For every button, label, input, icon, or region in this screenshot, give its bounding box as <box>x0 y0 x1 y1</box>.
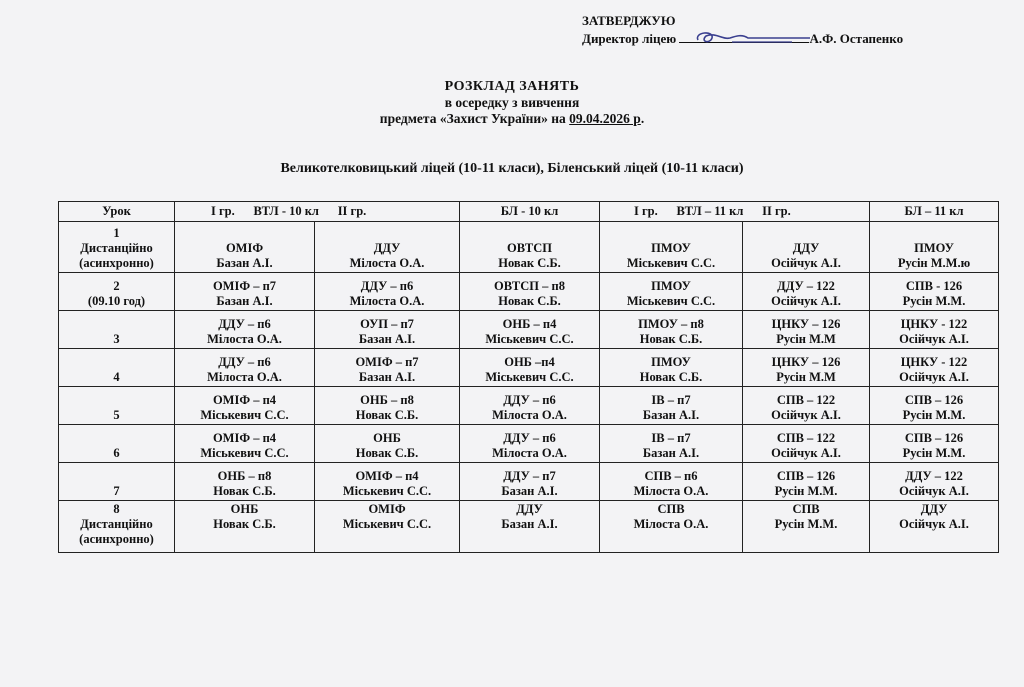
subject-text: СПВ <box>657 502 685 516</box>
subject-text: СПВ - 126 <box>905 279 963 293</box>
subject-text: ДДУ <box>373 241 401 255</box>
subject-text: СПВ – 126 <box>904 393 964 407</box>
teacher-text: Новак С.Б. <box>639 332 703 346</box>
lesson-text: 1 <box>113 226 120 240</box>
subject-text: ПМОУ <box>651 355 691 369</box>
lesson-text: (асинхронно) <box>79 532 154 546</box>
table-row <box>59 463 999 501</box>
schedule-cell <box>743 463 870 501</box>
handwritten-signature <box>692 26 812 48</box>
table-row <box>59 222 999 273</box>
schedule-cell <box>743 273 870 311</box>
schedule-table <box>58 201 999 553</box>
schedule-cell <box>870 222 999 273</box>
schedule-cell <box>870 425 999 463</box>
subject-text: ОУП – п7 <box>360 317 414 331</box>
schedule-cell <box>870 501 999 553</box>
table-row <box>59 273 999 311</box>
subject-text: ОНБ – п8 <box>217 469 272 483</box>
director-position: Директор ліцею <box>582 31 677 46</box>
schedule-cell <box>460 463 600 501</box>
teacher-text: Русін М.М. <box>902 446 966 460</box>
schedule-cell <box>743 311 870 349</box>
subject-text: ІВ – п7 <box>651 393 691 407</box>
teacher-text: Базан А.І. <box>358 332 416 346</box>
schedule-cell <box>460 349 600 387</box>
table-row <box>59 311 999 349</box>
table-row <box>59 501 999 553</box>
schedule-cell <box>315 222 460 273</box>
schedule-cell <box>460 425 600 463</box>
teacher-text: Міськевич С.С. <box>200 408 289 422</box>
subject-text: ЦНКУ - 122 <box>900 355 968 369</box>
subject-text: СПВ – 122 <box>776 431 836 445</box>
subject-text: ПМОУ <box>914 241 954 255</box>
header-vtl10: І гр. ВТЛ - 10 кл ІІ гр. <box>175 202 460 222</box>
subject-text: СПВ – 122 <box>776 393 836 407</box>
subject-text: ПМОУ <box>651 279 691 293</box>
schedule-cell <box>870 349 999 387</box>
schedule-cell <box>600 349 743 387</box>
teacher-text: Базан А.І. <box>216 256 273 270</box>
heading-line3-suffix: . <box>640 111 645 126</box>
schedule-cell <box>870 463 999 501</box>
lesson-text: 3 <box>113 332 120 346</box>
teacher-text: Новак С.Б. <box>498 256 561 270</box>
teacher-text: Русін М.М <box>776 332 836 346</box>
director-name: А.Ф. Остапенко <box>809 31 904 46</box>
teacher-text: Новак С.Б. <box>355 446 419 460</box>
teacher-text: Міськевич С.С. <box>485 332 574 346</box>
approval-title: ЗАТВЕРДЖУЮ <box>582 13 676 28</box>
schedule-cell <box>315 387 460 425</box>
schedule-cell <box>175 463 315 501</box>
teacher-text: Базан А.І. <box>358 370 416 384</box>
subject-text: СПВ <box>792 502 820 516</box>
teacher-text: Міськевич С.С. <box>626 294 716 308</box>
schedule-cell <box>175 311 315 349</box>
teacher-text: Осійчук А.І. <box>899 517 969 531</box>
teacher-text: Мілоста О.А. <box>633 484 709 498</box>
teacher-text: Мілоста О.А. <box>207 370 282 384</box>
lesson-cell <box>59 222 175 273</box>
schedule-cell <box>315 425 460 463</box>
teacher-text: Базан А.І. <box>216 294 273 308</box>
schedule-cell <box>175 273 315 311</box>
lesson-cell <box>59 501 175 553</box>
teacher-text: Новак С.Б. <box>213 484 276 498</box>
schedule-cell <box>600 387 743 425</box>
header-bl10: БЛ - 10 кл <box>460 202 600 222</box>
subject-text: СПВ – 126 <box>776 469 836 483</box>
teacher-text: Осійчук А.І. <box>899 370 969 384</box>
lesson-cell <box>59 273 175 311</box>
teacher-text: Міськевич С.С. <box>485 370 574 384</box>
header-row <box>59 202 999 222</box>
teacher-text: Мілоста О.А. <box>349 294 425 308</box>
subject-text: ДДУ – п6 <box>218 317 271 331</box>
subject-text: ОМІФ <box>225 241 264 255</box>
schedule-cell <box>600 311 743 349</box>
schedule-cell <box>600 501 743 553</box>
subject-text: СПВ – п6 <box>644 469 698 483</box>
lesson-text: 5 <box>113 408 120 422</box>
subject-text: ОНБ <box>373 431 401 445</box>
schedule-cell <box>600 273 743 311</box>
teacher-text: Русін М.М.ю <box>897 256 971 270</box>
schedule-cell <box>870 311 999 349</box>
subject-text: ОВТСП <box>507 241 552 255</box>
subject-text: ДДУ – п6 <box>503 393 556 407</box>
teacher-text: Осійчук А.І. <box>899 484 969 498</box>
subject-text: ІВ – п7 <box>651 431 691 445</box>
schedule-cell <box>460 273 600 311</box>
subject-text: ДДУ <box>920 502 948 516</box>
schedule-cell <box>460 311 600 349</box>
lesson-cell <box>59 425 175 463</box>
heading-line3-prefix: предмета «Захист України» на <box>379 111 570 126</box>
subject-text: ПМОУ – п8 <box>638 317 704 331</box>
subject-text: ОМІФ – п4 <box>355 469 419 483</box>
subject-text: ПМОУ <box>651 241 691 255</box>
lesson-cell <box>59 349 175 387</box>
schedule-cell <box>315 311 460 349</box>
table-row <box>59 387 999 425</box>
schedule-cell <box>870 273 999 311</box>
subject-text: ДДУ – 122 <box>905 469 963 483</box>
schedule-cell <box>743 349 870 387</box>
table-row <box>59 425 999 463</box>
schedule-cell <box>870 387 999 425</box>
schedule-cell <box>315 501 460 553</box>
lesson-text: Дистанційно <box>80 517 153 531</box>
lesson-text: 8 <box>113 502 120 516</box>
subject-text: ЦНКУ - 122 <box>900 317 968 331</box>
teacher-text: Осійчук А.І. <box>899 332 969 346</box>
subject-text: ОВТСП – п8 <box>494 279 565 293</box>
schedule-cell <box>743 222 870 273</box>
schedule-cell <box>600 222 743 273</box>
schedule-cell <box>600 463 743 501</box>
teacher-text: Осійчук А.І. <box>771 408 841 422</box>
schedule-cell <box>175 501 315 553</box>
teacher-text: Міськевич С.С. <box>342 517 432 531</box>
teacher-text: Русін М.М <box>776 370 836 384</box>
schedule-cell <box>315 349 460 387</box>
subject-text: ДДУ – п6 <box>360 279 414 293</box>
teacher-text: Базан А.І. <box>501 484 558 498</box>
teacher-text: Мілоста О.А. <box>492 408 567 422</box>
subject-text: ОМІФ – п7 <box>212 279 277 293</box>
teacher-text: Мілоста О.А. <box>492 446 567 460</box>
subject-text: ДДУ <box>792 241 820 255</box>
schedule-cell <box>460 222 600 273</box>
lesson-cell <box>59 463 175 501</box>
teacher-text: Осійчук А.І. <box>771 294 841 308</box>
teacher-text: Міськевич С.С. <box>200 446 289 460</box>
subject-text: СПВ – 126 <box>904 431 964 445</box>
teacher-text: Новак С.Б. <box>355 408 419 422</box>
teacher-text: Русін М.М. <box>774 517 838 531</box>
teacher-text: Осійчук А.І. <box>771 256 841 270</box>
schedule-cell <box>460 387 600 425</box>
schedule-cell <box>175 387 315 425</box>
teacher-text: Базан А.І. <box>642 408 700 422</box>
subject-text: ОНБ – п4 <box>502 317 557 331</box>
subject-text: ОМІФ <box>368 502 406 516</box>
header-bl11: БЛ – 11 кл <box>870 202 999 222</box>
lesson-cell <box>59 387 175 425</box>
subject-text: ДДУ – п6 <box>503 431 556 445</box>
schedule-cell <box>743 425 870 463</box>
lesson-text: (09.10 год) <box>87 294 146 308</box>
heading-date: 09.04.2026 р <box>569 111 641 126</box>
schools-subtitle: Великотелковицький ліцей (10-11 класи), Біленський ліцей (10-11 класи) <box>280 161 744 176</box>
teacher-text: Русін М.М. <box>902 294 966 308</box>
header-vtl11: І гр. ВТЛ – 11 кл ІІ гр. <box>600 202 870 222</box>
subject-text: ОМІФ – п7 <box>355 355 419 369</box>
schedule-cell <box>315 463 460 501</box>
schedule-cell <box>175 425 315 463</box>
subject-text: ЦНКУ – 126 <box>771 355 841 369</box>
subject-text: ОНБ <box>230 502 259 516</box>
teacher-text: Новак С.Б. <box>213 517 276 531</box>
schedule-cell <box>743 387 870 425</box>
lesson-text: 2 <box>113 279 120 293</box>
teacher-text: Базан А.І. <box>501 517 558 531</box>
teacher-text: Новак С.Б. <box>498 294 561 308</box>
subject-text: ОНБ – п8 <box>360 393 414 407</box>
heading-title: РОЗКЛАД ЗАНЯТЬ <box>444 79 580 94</box>
teacher-text: Мілоста О.А. <box>633 517 709 531</box>
teacher-text: Міськевич С.С. <box>626 256 716 270</box>
subject-text: ДДУ – п7 <box>503 469 556 483</box>
teacher-text: Осійчук А.І. <box>771 446 841 460</box>
lesson-text: 6 <box>113 446 120 460</box>
heading-line3 <box>0 111 1024 127</box>
lesson-cell <box>59 311 175 349</box>
teacher-text: Новак С.Б. <box>639 370 703 384</box>
schedule-cell <box>743 501 870 553</box>
teacher-text: Базан А.І. <box>642 446 700 460</box>
lesson-text: (асинхронно) <box>79 256 154 270</box>
teacher-text: Русін М.М. <box>774 484 838 498</box>
schedule-cell <box>460 501 600 553</box>
header-lesson: Урок <box>59 202 175 222</box>
subject-text: ДДУ – п6 <box>218 355 271 369</box>
schedule-cell <box>315 273 460 311</box>
subject-text: ОМІФ – п4 <box>212 431 277 445</box>
teacher-text: Русін М.М. <box>902 408 966 422</box>
teacher-text: Мілоста О.А. <box>207 332 282 346</box>
subject-text: ОМІФ – п4 <box>212 393 277 407</box>
schedule-cell <box>175 222 315 273</box>
document-heading <box>0 78 1024 127</box>
heading-line2: в осередку з вивчення <box>444 95 580 110</box>
subject-text: ДДУ <box>516 502 543 516</box>
lesson-text: 7 <box>113 484 120 498</box>
schedule-cell <box>175 349 315 387</box>
schedule-cell <box>600 425 743 463</box>
schedule-body <box>59 222 999 553</box>
subject-text: ОНБ –п4 <box>504 355 555 369</box>
lesson-text: 4 <box>113 370 120 384</box>
subject-text: ЦНКУ – 126 <box>771 317 841 331</box>
teacher-text: Мілоста О.А. <box>349 256 425 270</box>
table-row <box>59 349 999 387</box>
teacher-text: Міськевич С.С. <box>342 484 432 498</box>
subject-text: ДДУ – 122 <box>777 279 835 293</box>
lesson-text: Дистанційно <box>80 241 153 255</box>
